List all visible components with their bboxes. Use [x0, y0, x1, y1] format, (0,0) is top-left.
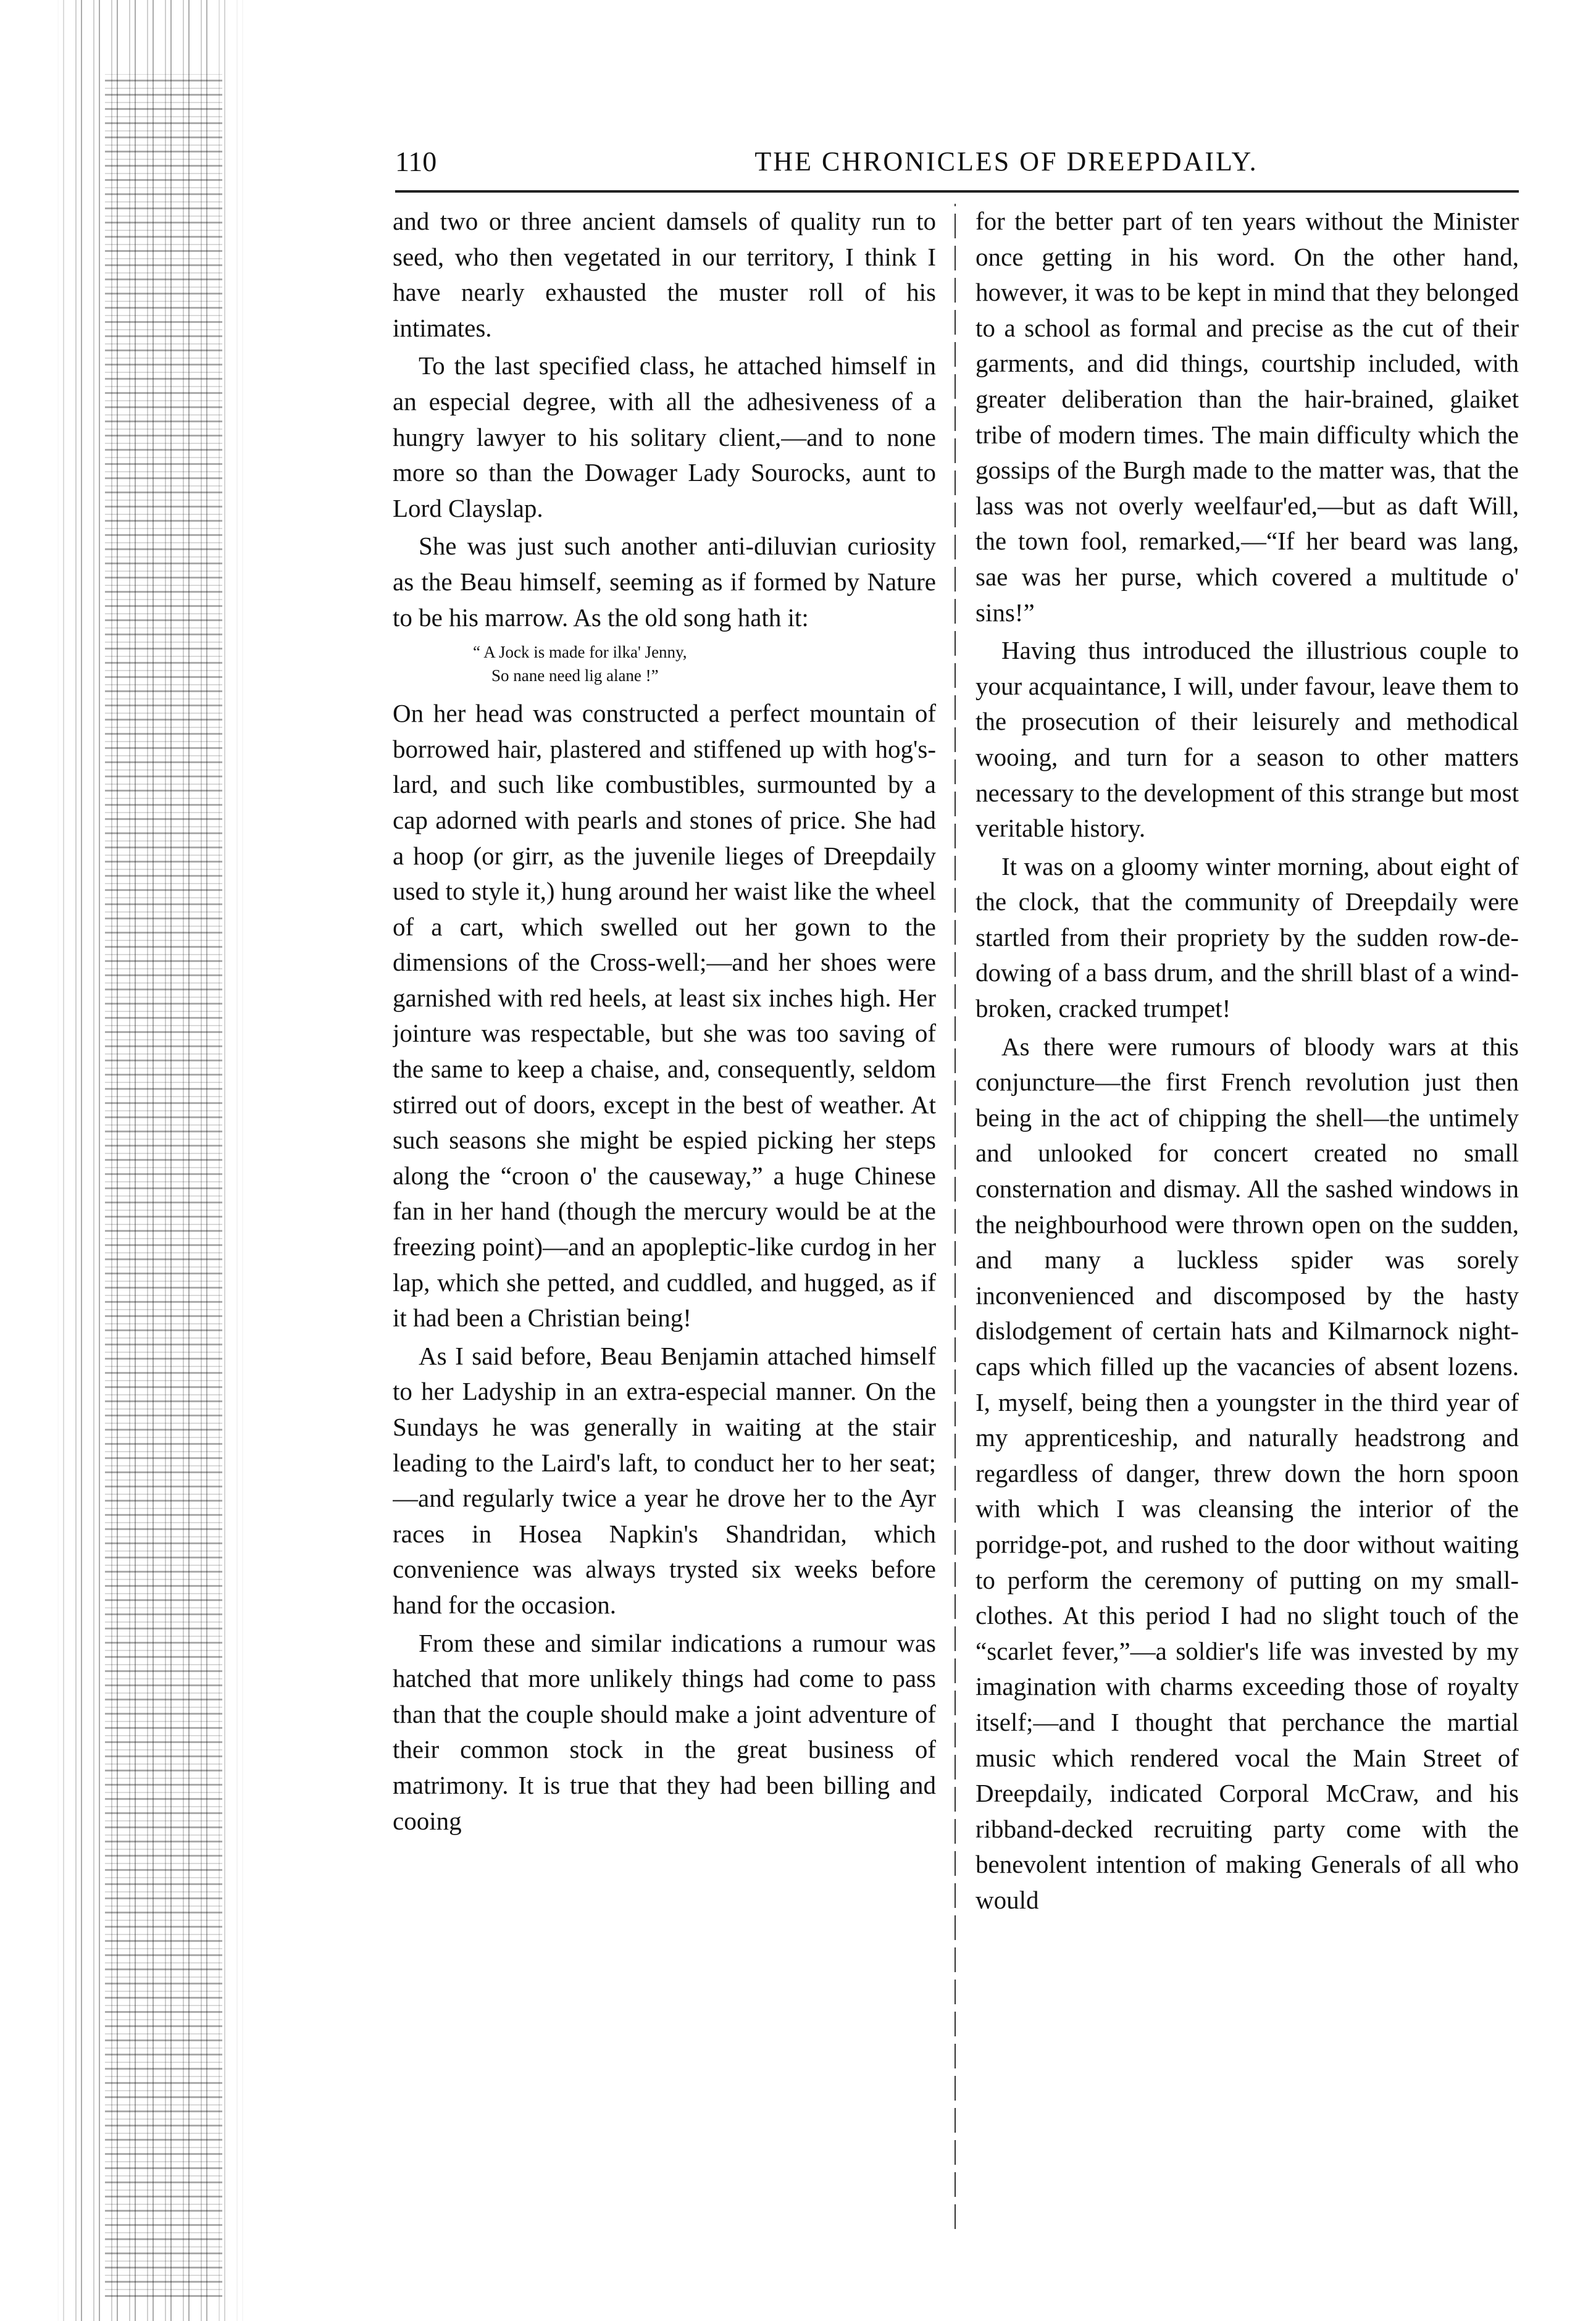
paragraph: and two or three ancient damsels of quality run to seed, who then vegetated in our territory, I think I have nearly exhausted the muster roll of his intimates.: [393, 207, 936, 342]
paragraph: As I said before, Beau Benjamin attached himself to her Ladyship in an extra-especial manner. On the Sundays he was generally in waiting at the stair leading to the Laird's laft, to conduct her to her seat;—and regularly twice a year he drove her to the Ayr races in Hosea Napkin's Shandridan, which convenience was always trysted six weeks before hand for the occasion.: [393, 1341, 936, 1619]
right-column: [976, 204, 1519, 2248]
book-gutter-texture: [105, 74, 222, 2297]
verse-line: “ A Jock is made for ilka' Jenny,: [473, 643, 687, 662]
paragraph: From these and similar indications a rumour was hatched that more unlikely things had come to pass than that the couple should make a joint adventure of their common stock in the great business of matrimony. It is true that they had been billing and cooing: [393, 1628, 936, 1835]
verse-line: So nane need lig alane !”: [491, 666, 659, 685]
paragraph: On her head was constructed a perfect mountain of borrowed hair, plastered and stiffened up with hog's-lard, and such like combustibles, surmounted by a cap adorned with pearls and stones of price. She had a hoop (or girr, as the juvenile lieges of Dreepdaily used to style it,) hung around her waist like the wheel of a cart, which swelled out her gown to the dimensions of the Cross-well;—and her shoes were garnished with red heels, at least six inches high. Her jointure was respectable, but she was too saving of the same to keep a chaise, and, consequently, seldom stirred out of doors, except in the best of weather. At such seasons she might be espied picking her steps along the “croon o' the causeway,” a huge Chinese fan in her hand (though the mercury would be at the freezing point)—and an apopleptic-like curdog in her lap, which she petted, and cuddled, and hugged, as if it had been a Christian being!: [393, 699, 936, 1332]
column-divider: [955, 204, 956, 2229]
page-number: 110: [395, 146, 437, 177]
paragraph: for the better part of ten years without the Minister once getting in his word. On the other hand, however, it was to be kept in mind that they belonged to a school as formal and precise as the cut of their garments, and did things, courtship included, with greater deliberation than the hair-brained, glaiket tribe of modern times. The main difficulty which the gossips of the Burgh made to the matter was, that the lass was not overly weelfaur'ed,—but as daft Will, the town fool, remarked,—“If her beard was lang, sae was her purse, which covered a multitude o' sins!”: [976, 207, 1519, 627]
page-header: [395, 143, 1519, 193]
running-title: THE CHRONICLES OF DREEPDAILY.: [754, 146, 1258, 177]
paragraph: Having thus introduced the illustrious couple to your acquaintance, I will, under favour, leave them to the prosecution of their leisurely and methodical wooing, and turn for a season to other matters necessary to the development of this strange but most veritable history.: [976, 636, 1519, 843]
paragraph: To the last specified class, he attached himself in an especial degree, with all the adhesiveness of a hungry lawyer to his solitary client,—and to none more so than the Dowager Lady Sourocks, aunt to Lord Clayslap.: [393, 351, 936, 522]
header-rule: [395, 190, 1519, 193]
paragraph: It was on a gloomy winter morning, about eight of the clock, that the community of Dreepdaily were startled from their propriety by the sudden row-de-dowing of a bass drum, and the shrill blast of a wind-broken, cracked trumpet!: [976, 851, 1519, 1023]
left-column: [393, 204, 936, 2248]
paragraph: She was just such another anti-diluvian curiosity as the Beau himself, seeming as if formed by Nature to be his marrow. As the old song hath it:: [393, 532, 936, 632]
paragraph: As there were rumours of bloody wars at this conjuncture—the first French revolution just then being in the act of chipping the shell—the untimely and unlooked for concert created no small consternation and dismay. All the sashed windows in the neighbourhood were thrown open on the sudden, and many a luckless spider was sorely inconvenienced and discomposed by the hasty dislodgement of certain hats and Kilmarnock night-caps which filled up the vacancies of absent lozens. I, myself, being then a youngster in the third year of my apprenticeship, and naturally headstrong and regardless of danger, threw down the horn spoon with which I was cleansing the interior of the porridge-pot, and rushed to the door without waiting to perform the ceremony of putting on my small-clothes. At this period I had no slight touch of the “scarlet fever,”—a soldier's life was invested by my imagination with charms exceeding those of royalty itself;—and I thought that perchance the martial music which rendered vocal the Main Street of Dreepdaily, indicated Corporal McCraw, and his ribband-decked recruiting party come with the benevolent intention of making Generals of all who would: [976, 1032, 1519, 1914]
verse-quotation: [393, 640, 936, 687]
